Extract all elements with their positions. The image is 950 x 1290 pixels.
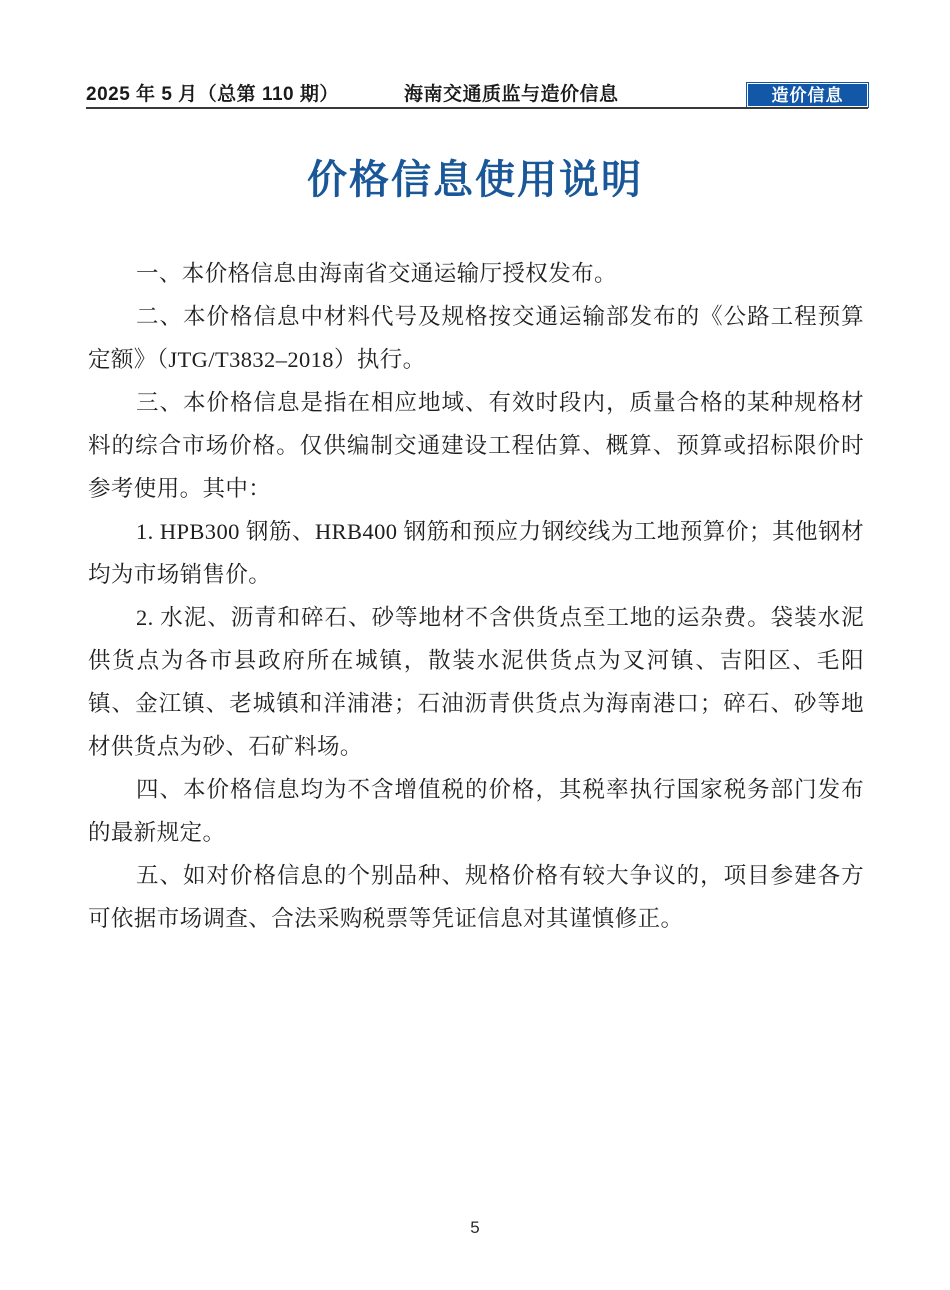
page-title: 价格信息使用说明 (307, 157, 643, 202)
paragraph-item-4: 四、本价格信息均为不含增值税的价格，其税率执行国家税务部门发布的最新规定。 (88, 777, 864, 845)
header-section-badge (747, 83, 868, 107)
paragraph-item-3: 三、本价格信息是指在相应地域、有效时段内，质量合格的某种规格材料的综合市场价格。仅供编制交通建设工程估算、概算、预算或招标限价时参考使用。其中： (88, 390, 864, 501)
header-issue-date: 2025 年 5 月（总第 110 期） (86, 84, 339, 105)
paragraph-subitem-2: 2. 水泥、沥青和碎石、砂等地材不含供货点至工地的运杂费。袋装水泥供货点为各市县政府所在城镇，散装水泥供货点为叉河镇、吉阳区、毛阳镇、金江镇、老城镇和洋浦港；石油沥青供货点为海南港口；碎石、砂等地材供货点为砂、石矿料场。 (88, 605, 864, 759)
header-divider-rule (86, 107, 868, 109)
header-publication-title: 海南交通质监与造价信息 (404, 84, 619, 105)
running-header (86, 76, 868, 112)
header-section-badge-label: 造价信息 (771, 85, 844, 105)
page-number: 5 (470, 1218, 480, 1237)
paragraph-item-2: 二、本价格信息中材料代号及规格按交通运输部发布的《公路工程预算定额》（JTG/T3832–2018）执行。 (88, 304, 864, 372)
paragraph-item-1: 一、本价格信息由海南省交通运输厅授权发布。 (136, 261, 617, 286)
paragraph-item-5: 五、如对价格信息的个别品种、规格价格有较大争议的，项目参建各方可依据市场调查、合法采购税票等凭证信息对其谨慎修正。 (88, 863, 864, 931)
document-body (88, 252, 864, 940)
paragraph-subitem-1: 1. HPB300 钢筋、HRB400 钢筋和预应力钢绞线为工地预算价；其他钢材均为市场销售价。 (88, 519, 864, 587)
